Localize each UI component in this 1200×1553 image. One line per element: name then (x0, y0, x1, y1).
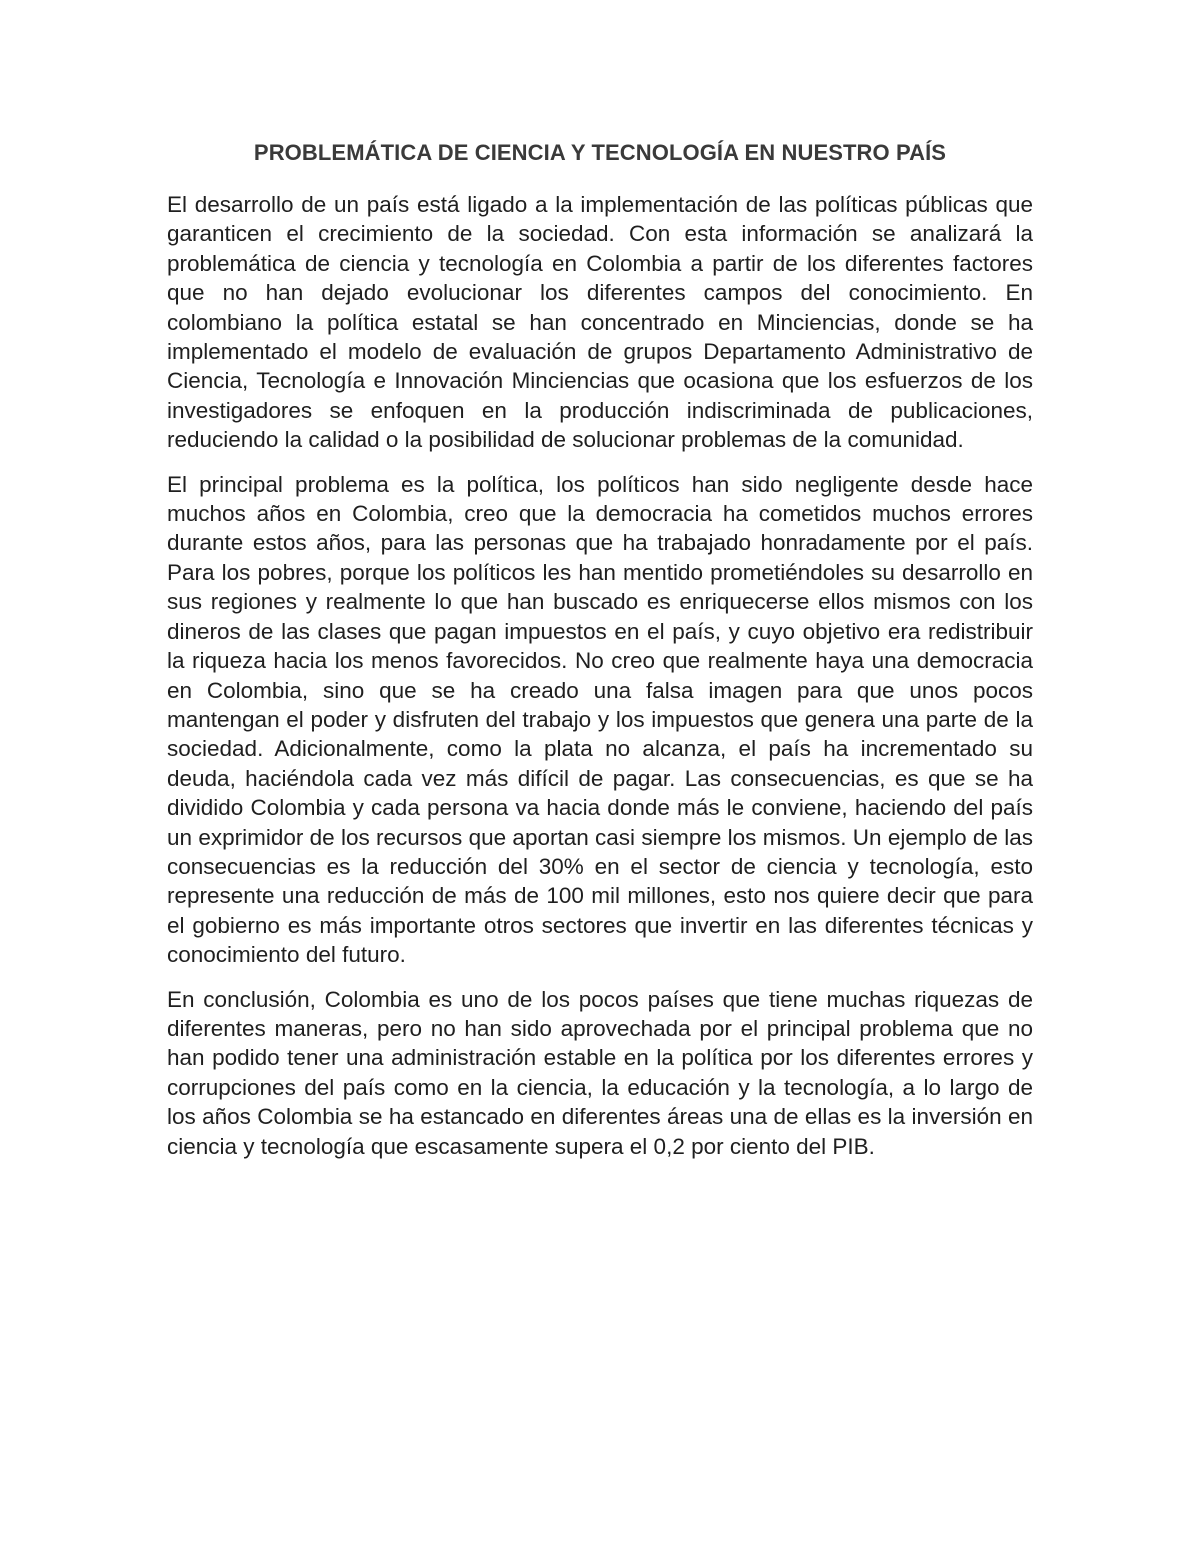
paragraph-conclusion: En conclusión, Colombia es uno de los pocos países que tiene muchas riquezas de diferentes maneras, pero no han sido aprovechada por el principal problema que no han podido tener una administración estable en la política por los diferentes errores y corrupciones del país como en la ciencia, la educación y la tecnología, a lo largo de los años Colombia se ha estancado en diferentes áreas una de ellas es la inversión en ciencia y tecnología que escasamente supera el 0,2 por ciento del PIB. (167, 986, 1033, 1159)
document-page (167, 140, 1033, 1176)
document-title: PROBLEMÁTICA DE CIENCIA Y TECNOLOGÍA EN NUESTRO PAÍS (253, 140, 947, 165)
paragraph-main-problem: El principal problema es la política, los políticos han sido negligente desde hace muchos años en Colombia, creo que la democracia ha cometidos muchos errores durante estos años, para las personas que ha trabajado honradamente por el país. Para los pobres, porque los políticos les han mentido prometiéndoles su desarrollo en sus regiones y realmente lo que han buscado es enriquecerse ellos mismos con los dineros de las clases que pagan impuestos en el país, y cuyo objetivo era redistribuir la riqueza hacia los menos favorecidos. No creo que realmente haya una democracia en Colombia, sino que se ha creado una falsa imagen para que unos pocos mantengan el poder y disfruten del trabajo y los impuestos que genera una parte de la sociedad. Adicionalmente, como la plata no alcanza, el país ha incrementado su deuda, haciéndola cada vez más difícil de pagar. Las consecuencias, es que se ha dividido Colombia y cada persona va hacia donde más le conviene, haciendo del país un exprimidor de los recursos que aportan casi siempre los mismos. Un ejemplo de las consecuencias es la reducción del 30% en el sector de ciencia y tecnología, esto represente una reducción de más de 100 mil millones, esto nos quiere decir que para el gobierno es más importante otros sectores que invertir en las diferentes técnicas y conocimiento del futuro. (167, 471, 1033, 968)
paragraph-introduction: El desarrollo de un país está ligado a la implementación de las políticas públicas que garanticen el crecimiento de la sociedad. Con esta información se analizará la problemática de ciencia y tecnología en Colombia a partir de los diferentes factores que no han dejado evolucionar los diferentes campos del conocimiento. En colombiano la política estatal se han concentrado en Minciencias, donde se ha implementado el modelo de evaluación de grupos Departamento Administrativo de Ciencia, Tecnología e Innovación Minciencias que ocasiona que los esfuerzos de los investigadores se enfoquen en la producción indiscriminada de publicaciones, reduciendo la calidad o la posibilidad de solucionar problemas de la comunidad. (167, 192, 1033, 453)
